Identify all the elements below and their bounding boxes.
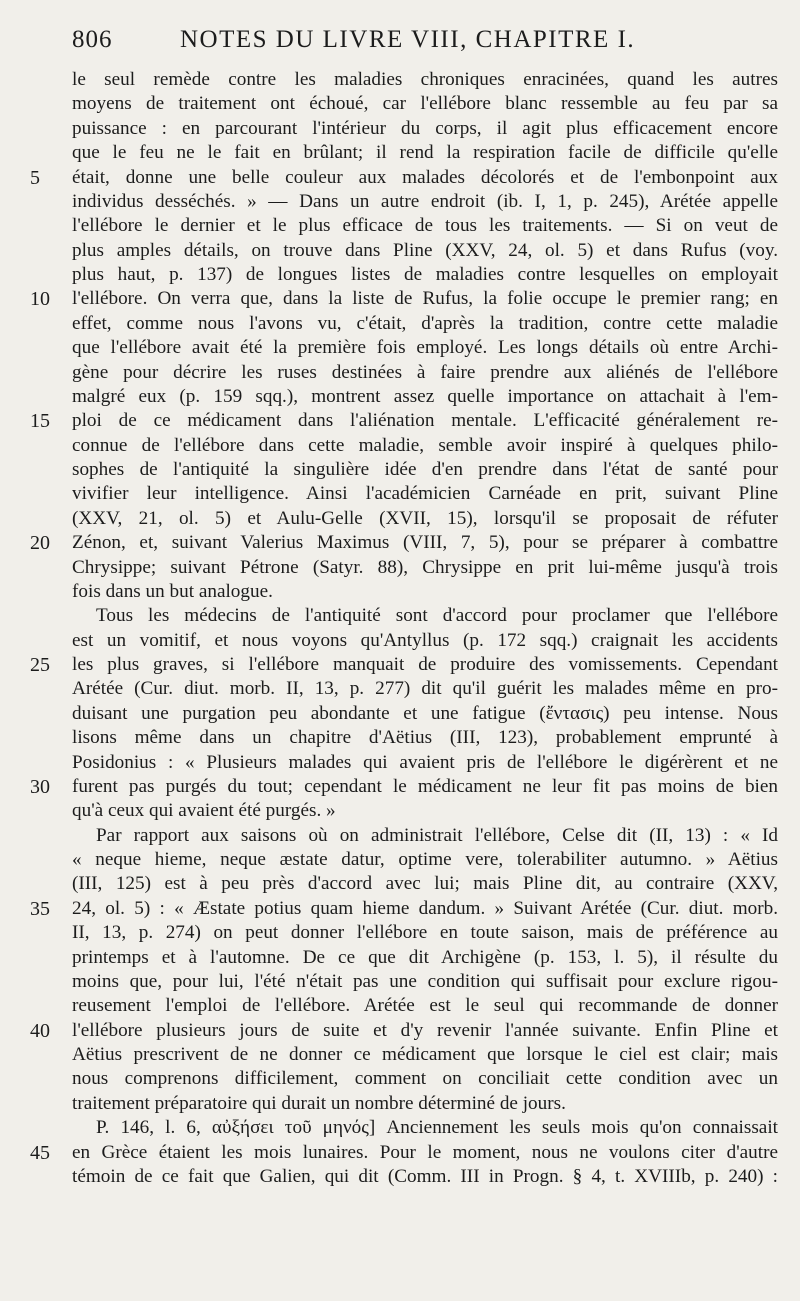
- margin-line-number: 35: [30, 897, 50, 920]
- text-line: (XXV, 21, ol. 5) et Aulu-Gelle (XVII, 15), lorsqu'il se proposait de réfuter: [72, 507, 778, 529]
- text-line: moins que, pour lui, l'été n'était pas une condition qui suffisait pour exclure rigou-: [72, 970, 778, 992]
- text-line: furent pas purgés du tout; cependant le médicament ne leur fit pas moins de bien: [72, 775, 778, 797]
- text-line: fois dans un but analogue.: [72, 580, 273, 602]
- margin-line-number: 40: [30, 1019, 50, 1042]
- text-line: l'ellébore. On verra que, dans la liste de Rufus, la folie occupe le premier rang; en: [72, 288, 778, 310]
- text-line: effet, comme nous l'avons vu, c'était, d'après la tradition, contre cette maladie: [72, 312, 778, 334]
- text-line: sophes de l'antiquité la singulière idée d'en prendre dans l'état de santé pour: [72, 459, 778, 480]
- text-line: vivifier leur intelligence. Ainsi l'académicien Carnéade en prit, suivant Pline: [72, 483, 778, 505]
- running-header: [72, 18, 772, 62]
- text-line: que le feu ne le fait en brûlant; il rend la respiration facile de difficile qu'elle: [72, 142, 778, 164]
- text-line: moyens de traitement ont échoué, car l'ellébore blanc ressemble au feu par sa: [72, 93, 778, 115]
- text-line: nous comprenons difficilement, comment on conciliait cette condition avec un: [72, 1068, 778, 1090]
- text-line: 24, ol. 5) : « Æstate potius quam hieme dandum. » Suivant Arétée (Cur. diut. morb.: [72, 897, 778, 919]
- text-line: Arétée (Cur. diut. morb. II, 13, p. 277) dit qu'il guérit les malades même en pro-: [72, 678, 778, 700]
- text-line: Zénon, et, suivant Valerius Maximus (VIII, 7, 5), pour se préparer à combattre: [72, 532, 778, 554]
- text-line: que l'ellébore avait été la première fois employé. Les longs détails où entre Archi-: [72, 337, 778, 359]
- text-line: Posidonius : « Plusieurs malades qui avaient pris de l'ellébore le digérèrent et ne: [72, 751, 778, 773]
- margin-line-number: 20: [30, 532, 50, 555]
- text-line: connue de l'ellébore dans cette maladie, semble avoir inspiré à quelques philo-: [72, 434, 778, 456]
- margin-line-number: 25: [30, 654, 50, 677]
- text-body: [72, 68, 778, 1189]
- text-line: l'ellébore plusieurs jours de suite et d'y revenir l'année suivante. Enfin Pline et: [72, 1019, 778, 1041]
- text-line: puissance : en parcourant l'intérieur du corps, il agit plus efficacement encore: [72, 117, 778, 139]
- text-line: ploi de ce médicament dans l'aliénation mentale. L'efficacité généralement re-: [72, 410, 778, 432]
- text-line: gène pour décrire les ruses destinées à faire prendre aux aliénés de l'ellébore: [72, 361, 778, 383]
- text-line: (III, 125) est à peu près d'accord avec lui; mais Pline dit, au contraire (XXV,: [72, 873, 778, 895]
- text-line: le seul remède contre les maladies chroniques enracinées, quand les autres: [72, 69, 778, 90]
- text-line: Par rapport aux saisons où on administrait l'ellébore, Celse dit (II, 13) : « Id: [96, 824, 778, 846]
- text-line: était, donne une belle couleur aux malades décolorés et de l'embonpoint aux: [72, 166, 778, 188]
- text-line: malgré eux (p. 159 sqq.), montrent assez quelle importance on attachait à l'em-: [72, 385, 778, 407]
- text-line: reusement l'emploi de l'ellébore. Arétée est le seul qui recommande de donner: [72, 995, 778, 1017]
- text-line: lisons même dans un chapitre d'Aëtius (III, 123), probablement emprunté à: [72, 727, 778, 749]
- text-line: est un vomitif, et nous voyons qu'Antyllus (p. 172 sqq.) craignait les accidents: [72, 629, 778, 651]
- margin-line-number: 45: [30, 1141, 50, 1164]
- margin-line-number: 5: [30, 166, 40, 189]
- text-line: traitement préparatoire qui durait un nombre déterminé de jours.: [72, 1092, 566, 1114]
- text-line: plus amples détails, on trouve dans Pline (XXV, 24, ol. 5) et dans Rufus (voy.: [72, 239, 778, 261]
- text-line: en Grèce étaient les mois lunaires. Pour le moment, nous ne voulons citer d'autre: [72, 1141, 778, 1163]
- text-line: Aëtius prescrivent de ne donner ce médicament que lorsque le ciel est clair; mais: [72, 1044, 778, 1065]
- text-line: témoin de ce fait que Galien, qui dit (Comm. III in Progn. § 4, t. XVIIIb, p. 240) :: [72, 1165, 778, 1187]
- text-line: II, 13, p. 274) on peut donner l'ellébore en toute saison, mais de préférence au: [72, 922, 778, 944]
- margin-line-number: 15: [30, 410, 50, 433]
- text-line: plus haut, p. 137) de longues listes de maladies contre lesquelles on employait: [72, 264, 778, 285]
- text-line: « neque hieme, neque æstate datur, optime vere, tolerabiliter autumno. » Aëtius: [72, 849, 778, 870]
- text-line: individus desséchés. » — Dans un autre endroit (ib. I, 1, p. 245), Arétée appelle: [72, 190, 778, 212]
- text-line: Tous les médecins de l'antiquité sont d'accord pour proclamer que l'ellébore: [96, 605, 778, 627]
- margin-line-number: 30: [30, 776, 50, 799]
- text-line: P. 146, l. 6, αὐξήσει τοῦ μηνός] Anciennement les seuls mois qu'on connaissait: [96, 1117, 778, 1139]
- margin-line-number: 10: [30, 288, 50, 311]
- running-title: NOTES DU LIVRE VIII, CHAPITRE I.: [180, 26, 636, 53]
- page-number: 806: [72, 26, 113, 53]
- text-line: Chrysippe; suivant Pétrone (Satyr. 88), Chrysippe en prit lui-même jusqu'à trois: [72, 556, 778, 578]
- text-line: duisant une purgation peu abondante et une fatigue (ἔντασις) peu intense. Nous: [72, 702, 778, 724]
- text-line: qu'à ceux qui avaient été purgés. »: [72, 800, 336, 822]
- text-line: l'ellébore le dernier et le plus efficace de tous les traitements. — Si on veut de: [72, 215, 778, 237]
- text-line: les plus graves, si l'ellébore manquait de produire des vomissements. Cependant: [72, 654, 778, 675]
- text-line: printemps et à l'automne. De ce que dit Archigène (p. 153, l. 5), il résulte du: [72, 946, 778, 968]
